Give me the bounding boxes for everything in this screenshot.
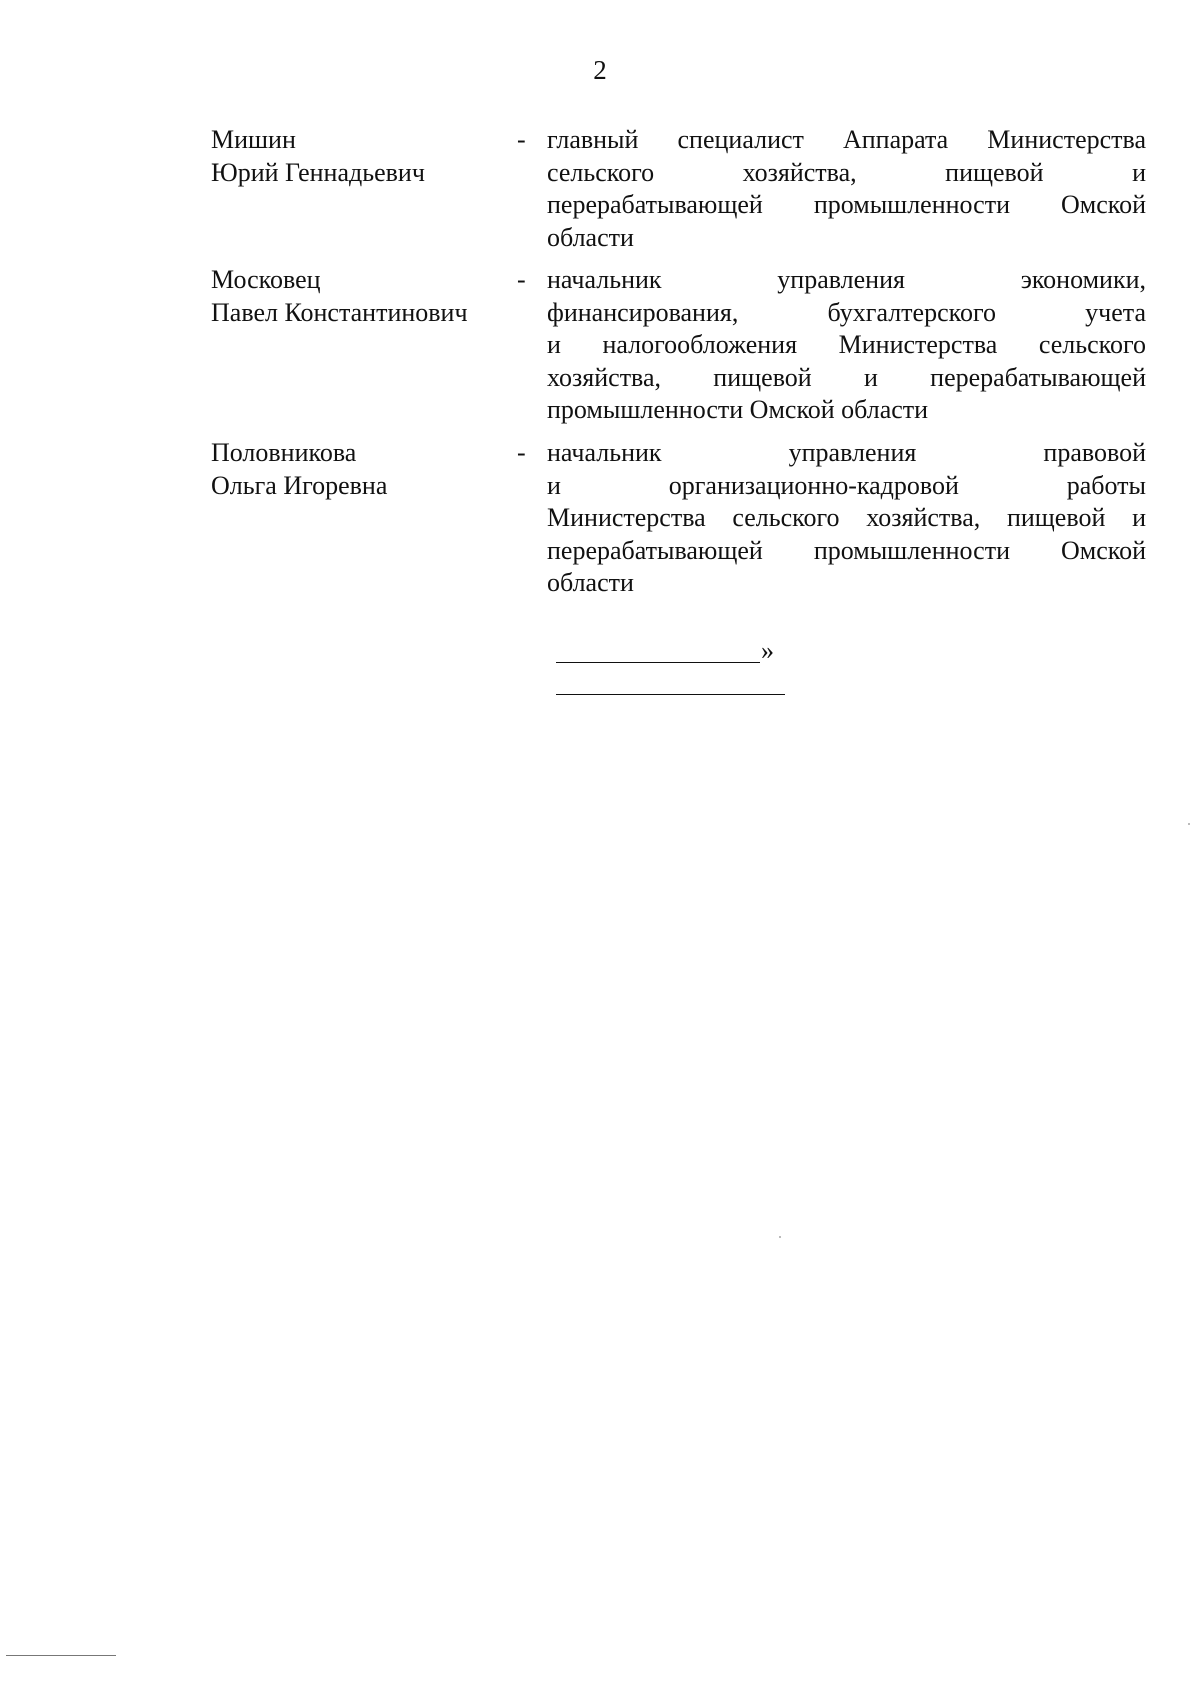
position-line: начальник управления правовой: [547, 438, 1146, 467]
given-names: Павел Константинович: [211, 297, 468, 327]
position-line: хозяйства, пищевой и перерабатывающей: [547, 362, 1146, 392]
position-line: начальник управления экономики,: [547, 265, 1146, 294]
person-name: [211, 124, 511, 189]
position-line: области: [547, 568, 634, 597]
position-line: сельского хозяйства, пищевой и: [547, 157, 1146, 187]
surname: Московец: [211, 265, 321, 294]
position-line: Министерства сельского хозяйства, пищевой и: [547, 503, 1146, 532]
closing-quote-mark: »: [761, 636, 774, 665]
position-line: и налогообложения Министерства сельского: [547, 330, 1146, 359]
closing-rule: [556, 662, 760, 663]
person-name: [211, 437, 511, 502]
scan-artifact-speck: [779, 1236, 781, 1238]
page-number: 2: [593, 55, 607, 85]
scan-artifact-line: [6, 1655, 116, 1656]
dash-separator: -: [517, 438, 526, 467]
position-line: области: [547, 222, 634, 252]
position-description: [547, 437, 1146, 600]
dash-separator: -: [517, 265, 526, 294]
position-line: перерабатывающей промышленности Омской: [547, 535, 1146, 565]
surname: Мишин: [211, 125, 296, 154]
scan-artifact-speck: [1188, 823, 1190, 825]
dash-separator: -: [517, 125, 526, 154]
position-line: и организационно-кадровой работы: [547, 470, 1146, 500]
person-name: [211, 264, 511, 329]
given-names: Ольга Игоревна: [211, 470, 388, 500]
position-description: [547, 264, 1146, 427]
position-line: промышленности Омской области: [547, 395, 929, 424]
position-description: [547, 124, 1146, 254]
given-names: Юрий Геннадьевич: [211, 157, 425, 187]
position-line: главный специалист Аппарата Министерства: [547, 125, 1146, 154]
surname: Половникова: [211, 438, 357, 467]
closing-quote-line: [556, 636, 774, 666]
end-rule: [556, 694, 785, 695]
position-line: финансирования, бухгалтерского учета: [547, 297, 1146, 327]
position-line: перерабатывающей промышленности Омской: [547, 190, 1146, 219]
